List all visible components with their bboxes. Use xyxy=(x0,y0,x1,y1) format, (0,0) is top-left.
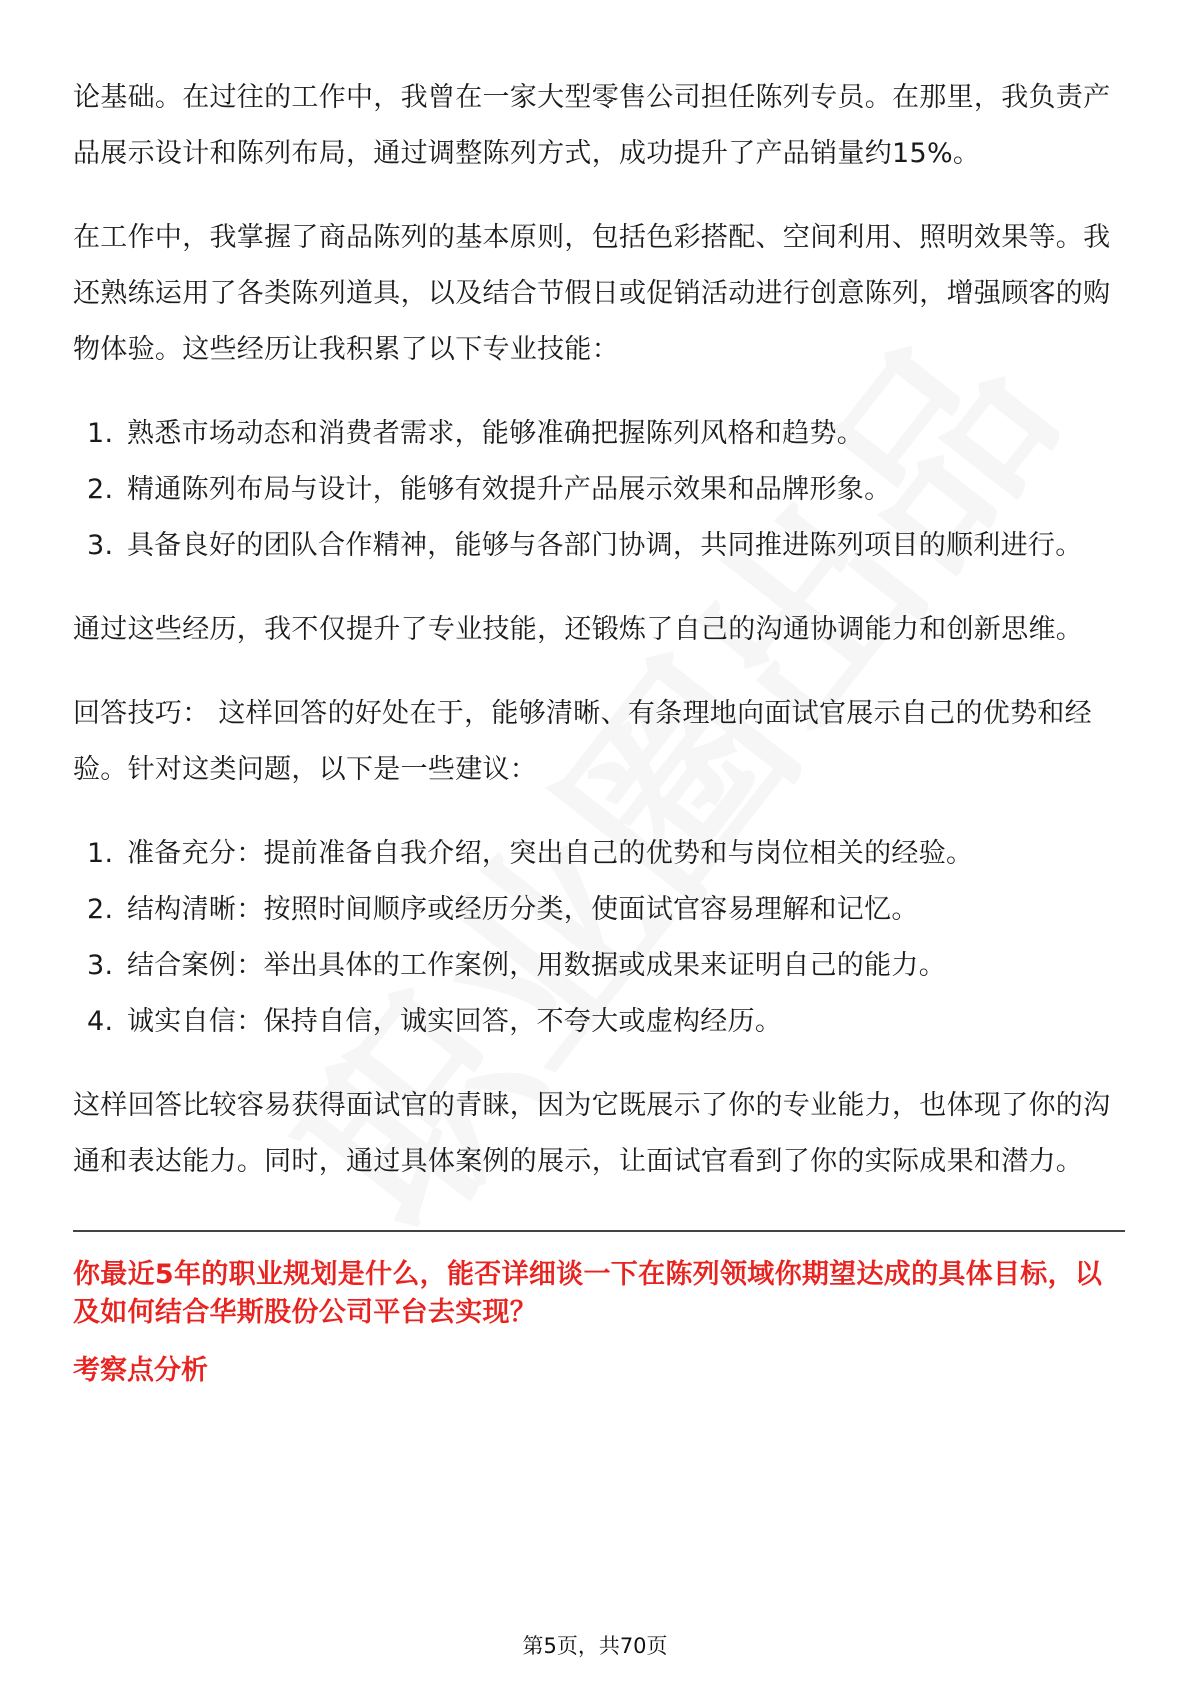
list-item-text: 熟悉市场动态和消费者需求，能够准确把握陈列风格和趋势。 xyxy=(127,418,865,449)
list-item-text: 准备充分：提前准备自我介绍，突出自己的优势和与岗位相关的经验。 xyxy=(127,838,974,869)
list-item-text: 结构清晰：按照时间顺序或经历分类，使面试官容易理解和记忆。 xyxy=(127,894,919,925)
intro-paragraph-2: 在工作中，我掌握了商品陈列的基本原则，包括色彩搭配、空间利用、照明效果等。我还熟练运用了各类陈列道具，以及结合节假日或促销活动进行创意陈列，增强顾客的购物体验。这些经历让我积累了以下专业技能： xyxy=(73,222,1111,365)
question-heading: 你最近5年的职业规划是什么，能否详细谈一下在陈列领域你期望达成的具体目标，以及如何结合华斯股份公司平台去实现？ xyxy=(73,1259,1103,1328)
list-number: 3. xyxy=(87,530,114,561)
list-item-text: 诚实自信：保持自信，诚实回答，不夸大或虚构经历。 xyxy=(127,1006,783,1037)
skills-list xyxy=(73,406,1125,574)
list-number: 2. xyxy=(87,474,114,505)
tips-list xyxy=(73,826,1125,1050)
list-item xyxy=(73,882,1125,938)
list-number: 1. xyxy=(87,838,114,869)
list-item-text: 结合案例：举出具体的工作案例，用数据或成果来证明自己的能力。 xyxy=(127,950,946,981)
document-page xyxy=(73,70,1125,1390)
list-number: 3. xyxy=(87,950,114,981)
conclusion-paragraph: 这样回答比较容易获得面试官的青睐，因为它既展示了你的专业能力，也体现了你的沟通和表达能力。同时，通过具体案例的展示，让面试官看到了你的实际成果和潜力。 xyxy=(73,1090,1111,1177)
list-number: 4. xyxy=(87,1006,114,1037)
list-number: 2. xyxy=(87,894,114,925)
list-item-text: 精通陈列布局与设计，能够有效提升产品展示效果和品牌形象。 xyxy=(127,474,892,505)
list-item xyxy=(73,406,1125,462)
list-item xyxy=(73,518,1125,574)
page-number: 第5页，共70页 xyxy=(522,1634,668,1658)
list-number: 1. xyxy=(87,418,114,449)
summary-paragraph: 通过这些经历，我不仅提升了专业技能，还锻炼了自己的沟通协调能力和创新思维。 xyxy=(73,614,1084,645)
intro-paragraph-1: 论基础。在过往的工作中，我曾在一家大型零售公司担任陈列专员。在那里，我负责产品展示设计和陈列布局，通过调整陈列方式，成功提升了产品销量约15%。 xyxy=(73,82,1111,169)
list-item xyxy=(73,994,1125,1050)
list-item xyxy=(73,826,1125,882)
analysis-subheading: 考察点分析 xyxy=(73,1355,208,1386)
list-item xyxy=(73,462,1125,518)
section-divider xyxy=(73,1230,1125,1232)
list-item xyxy=(73,938,1125,994)
tips-intro-paragraph: 回答技巧： 这样回答的好处在于，能够清晰、有条理地向面试官展示自己的优势和经验。针对这类问题，以下是一些建议： xyxy=(73,698,1092,785)
list-item-text: 具备良好的团队合作精神，能够与各部门协调，共同推进陈列项目的顺利进行。 xyxy=(127,530,1083,561)
